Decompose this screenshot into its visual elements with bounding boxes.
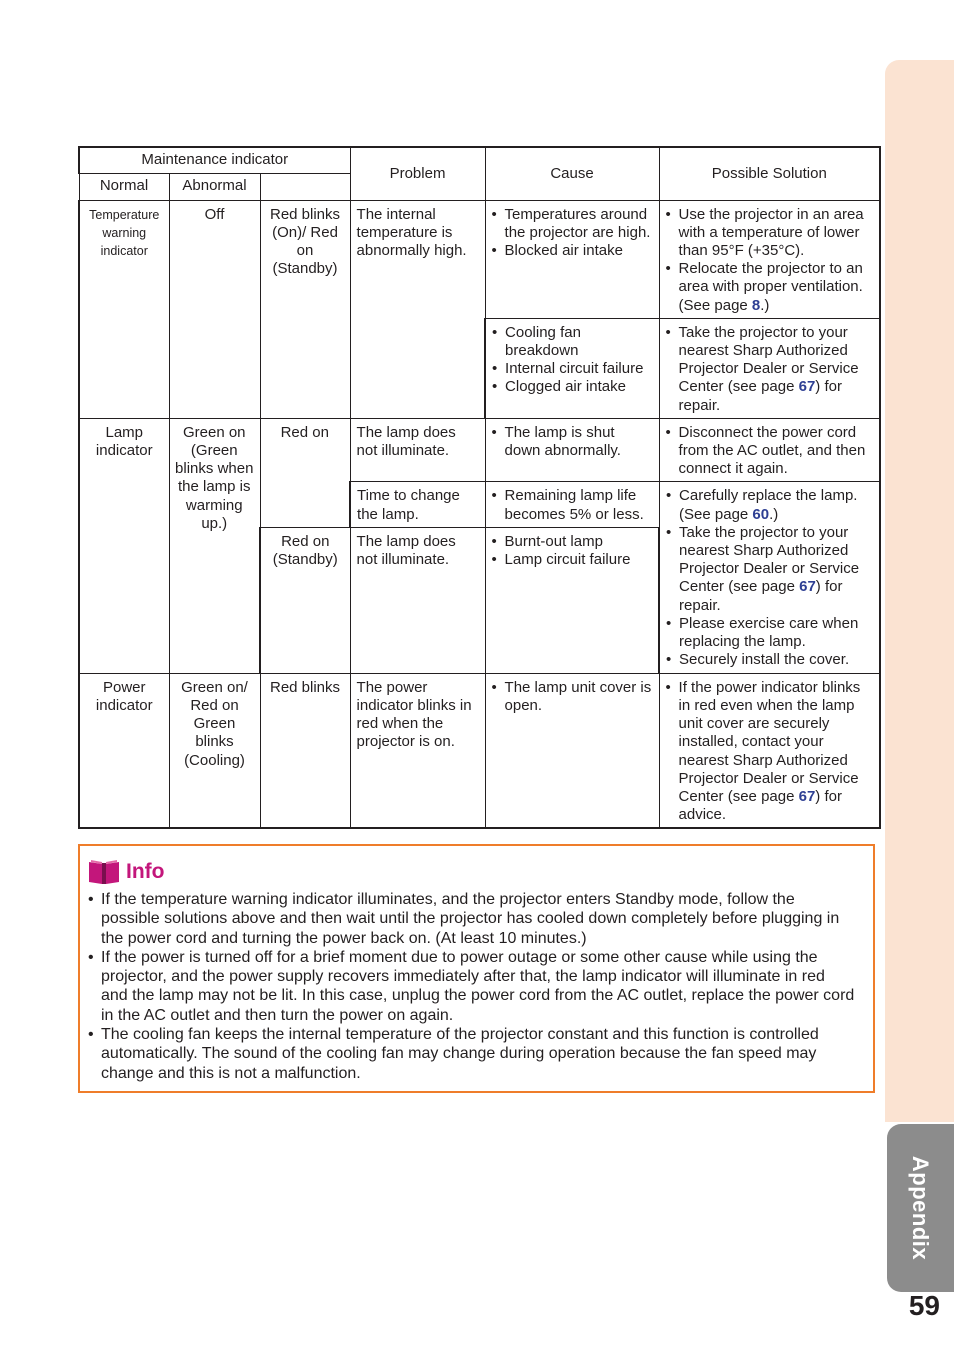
lamp-indicator-label: Lamp indicator [79, 418, 169, 673]
lamp-abnormal-red-on-standby: Red on (Standby) [260, 527, 350, 673]
solution-item: • Disconnect the power cord from the AC outlet, and then connect it again. [666, 424, 874, 479]
lamp-problem-1: The lamp does not illuminate. [350, 418, 485, 482]
cause-item: • Burnt-out lamp [492, 533, 653, 551]
solution-item: • Please exercise care when replacing the lamp. [666, 615, 873, 651]
temperature-cause-1 [485, 200, 659, 318]
solution-item: • Use the projector in an area with a temperature of lower than 95°F (+35°C). [666, 206, 874, 261]
lamp-problem-3: The lamp does not illuminate. [350, 527, 485, 673]
header-abnormal: Abnormal [169, 173, 260, 200]
lamp-cause-1 [485, 418, 659, 482]
cause-item: • Temperatures around the projector are high. [492, 206, 653, 242]
info-list [88, 890, 856, 1083]
power-indicator-label: Power indicator [79, 673, 169, 828]
temperature-solution-1 [659, 200, 880, 318]
page-link-67[interactable]: 67 [798, 378, 816, 396]
temperature-normal: Off [169, 200, 260, 418]
temperature-abnormal: Red blinks (On)/ Red on (Standby) [260, 200, 350, 418]
header-problem: Problem [350, 147, 485, 200]
side-tab-background [885, 60, 954, 1122]
temperature-indicator-label: Temperature warning indicator [79, 200, 169, 418]
solution-item: • Carefully replace the lamp. (See page 60.) [666, 487, 873, 523]
lamp-abnormal-red-on: Red on [260, 418, 350, 527]
solution-item: • Take the projector to your nearest Sharp Authorized Projector Dealer or Service Center (see page 67) for repair. [666, 324, 874, 415]
lamp-solution-1 [659, 418, 880, 482]
info-box [78, 844, 875, 1093]
header-normal: Normal [79, 173, 169, 200]
book-icon [88, 859, 120, 885]
lamp-cause-2 [485, 482, 659, 527]
page-number: 59 [908, 1290, 940, 1321]
info-item: • If the temperature warning indicator illuminates, and the projector enters Standby mode, follow the possible solutions above and then wait until the projector has cooled down completely before plugging in the power cord and turning the power back on. (At least 10 minutes.) [88, 890, 856, 948]
cause-item: • Internal circuit failure [492, 360, 653, 378]
cause-item: • The lamp unit cover is open. [492, 679, 653, 715]
cause-item: • Cooling fan breakdown [492, 324, 653, 360]
temperature-problem: The internal temperature is abnormally high. [350, 200, 485, 418]
page-link-8[interactable]: 8 [751, 296, 761, 314]
info-item: • The cooling fan keeps the internal temperature of the projector constant and this function is controlled automatically. The sound of the cooling fan may change during operation because the fan speed may change and this is not a malfunction. [88, 1025, 856, 1083]
power-cause [485, 673, 659, 828]
info-item: • If the power is turned off for a brief moment due to power outage or some other cause while using the projector, and the power supply recovers immediately after that, the lamp indicator will illuminate in red and the lamp may not be lit. In this case, unplug the power cord from the AC outlet, replace the power cord in the AC outlet and then turn the power on again. [88, 948, 856, 1025]
header-possible-solution: Possible Solution [659, 147, 880, 200]
temperature-solution-2 [659, 318, 880, 418]
cause-item: • Lamp circuit failure [492, 551, 653, 569]
temperature-cause-2 [485, 318, 659, 418]
appendix-tab-label: Appendix [908, 1155, 934, 1261]
info-title-text: Info [126, 860, 165, 883]
cause-item: • Remaining lamp life becomes 5% or less. [492, 487, 653, 523]
lamp-problem-2: Time to change the lamp. [350, 482, 485, 527]
header-cause: Cause [485, 147, 659, 200]
lamp-normal: Green on (Green blinks when the lamp is warming up.) [169, 418, 260, 673]
power-solution [659, 673, 880, 828]
power-abnormal: Red blinks [260, 673, 350, 828]
header-maintenance-indicator: Maintenance indicator [79, 147, 350, 173]
page-link-67[interactable]: 67 [799, 578, 816, 596]
lamp-cause-3 [485, 527, 659, 673]
solution-item: • Relocate the projector to an area with proper ventilation. (See page 8.) [666, 260, 874, 315]
solution-item: • Securely install the cover. [666, 651, 873, 669]
page-link-67[interactable]: 67 [798, 787, 816, 805]
appendix-tab[interactable] [887, 1124, 954, 1292]
page-link-60[interactable]: 60 [752, 505, 770, 523]
cause-item: • Clogged air intake [492, 378, 653, 396]
power-problem: The power indicator blinks in red when the projector is on. [350, 673, 485, 828]
info-title [88, 858, 164, 886]
cause-item: • The lamp is shut down abnormally. [492, 424, 653, 460]
solution-item: • Take the projector to your nearest Sharp Authorized Projector Dealer or Service Center (see page 67) for repair. [666, 524, 873, 615]
cause-item: • Blocked air intake [492, 242, 653, 260]
solution-item: • If the power indicator blinks in red even when the lamp unit cover are securely installed, contact your nearest Sharp Authorized Projector Dealer or Service Center (see page 67) for advice. [666, 679, 874, 825]
lamp-solution-2 [659, 482, 880, 673]
troubleshooting-table [78, 146, 881, 829]
power-normal: Green on/ Red on Green blinks (Cooling) [169, 673, 260, 828]
